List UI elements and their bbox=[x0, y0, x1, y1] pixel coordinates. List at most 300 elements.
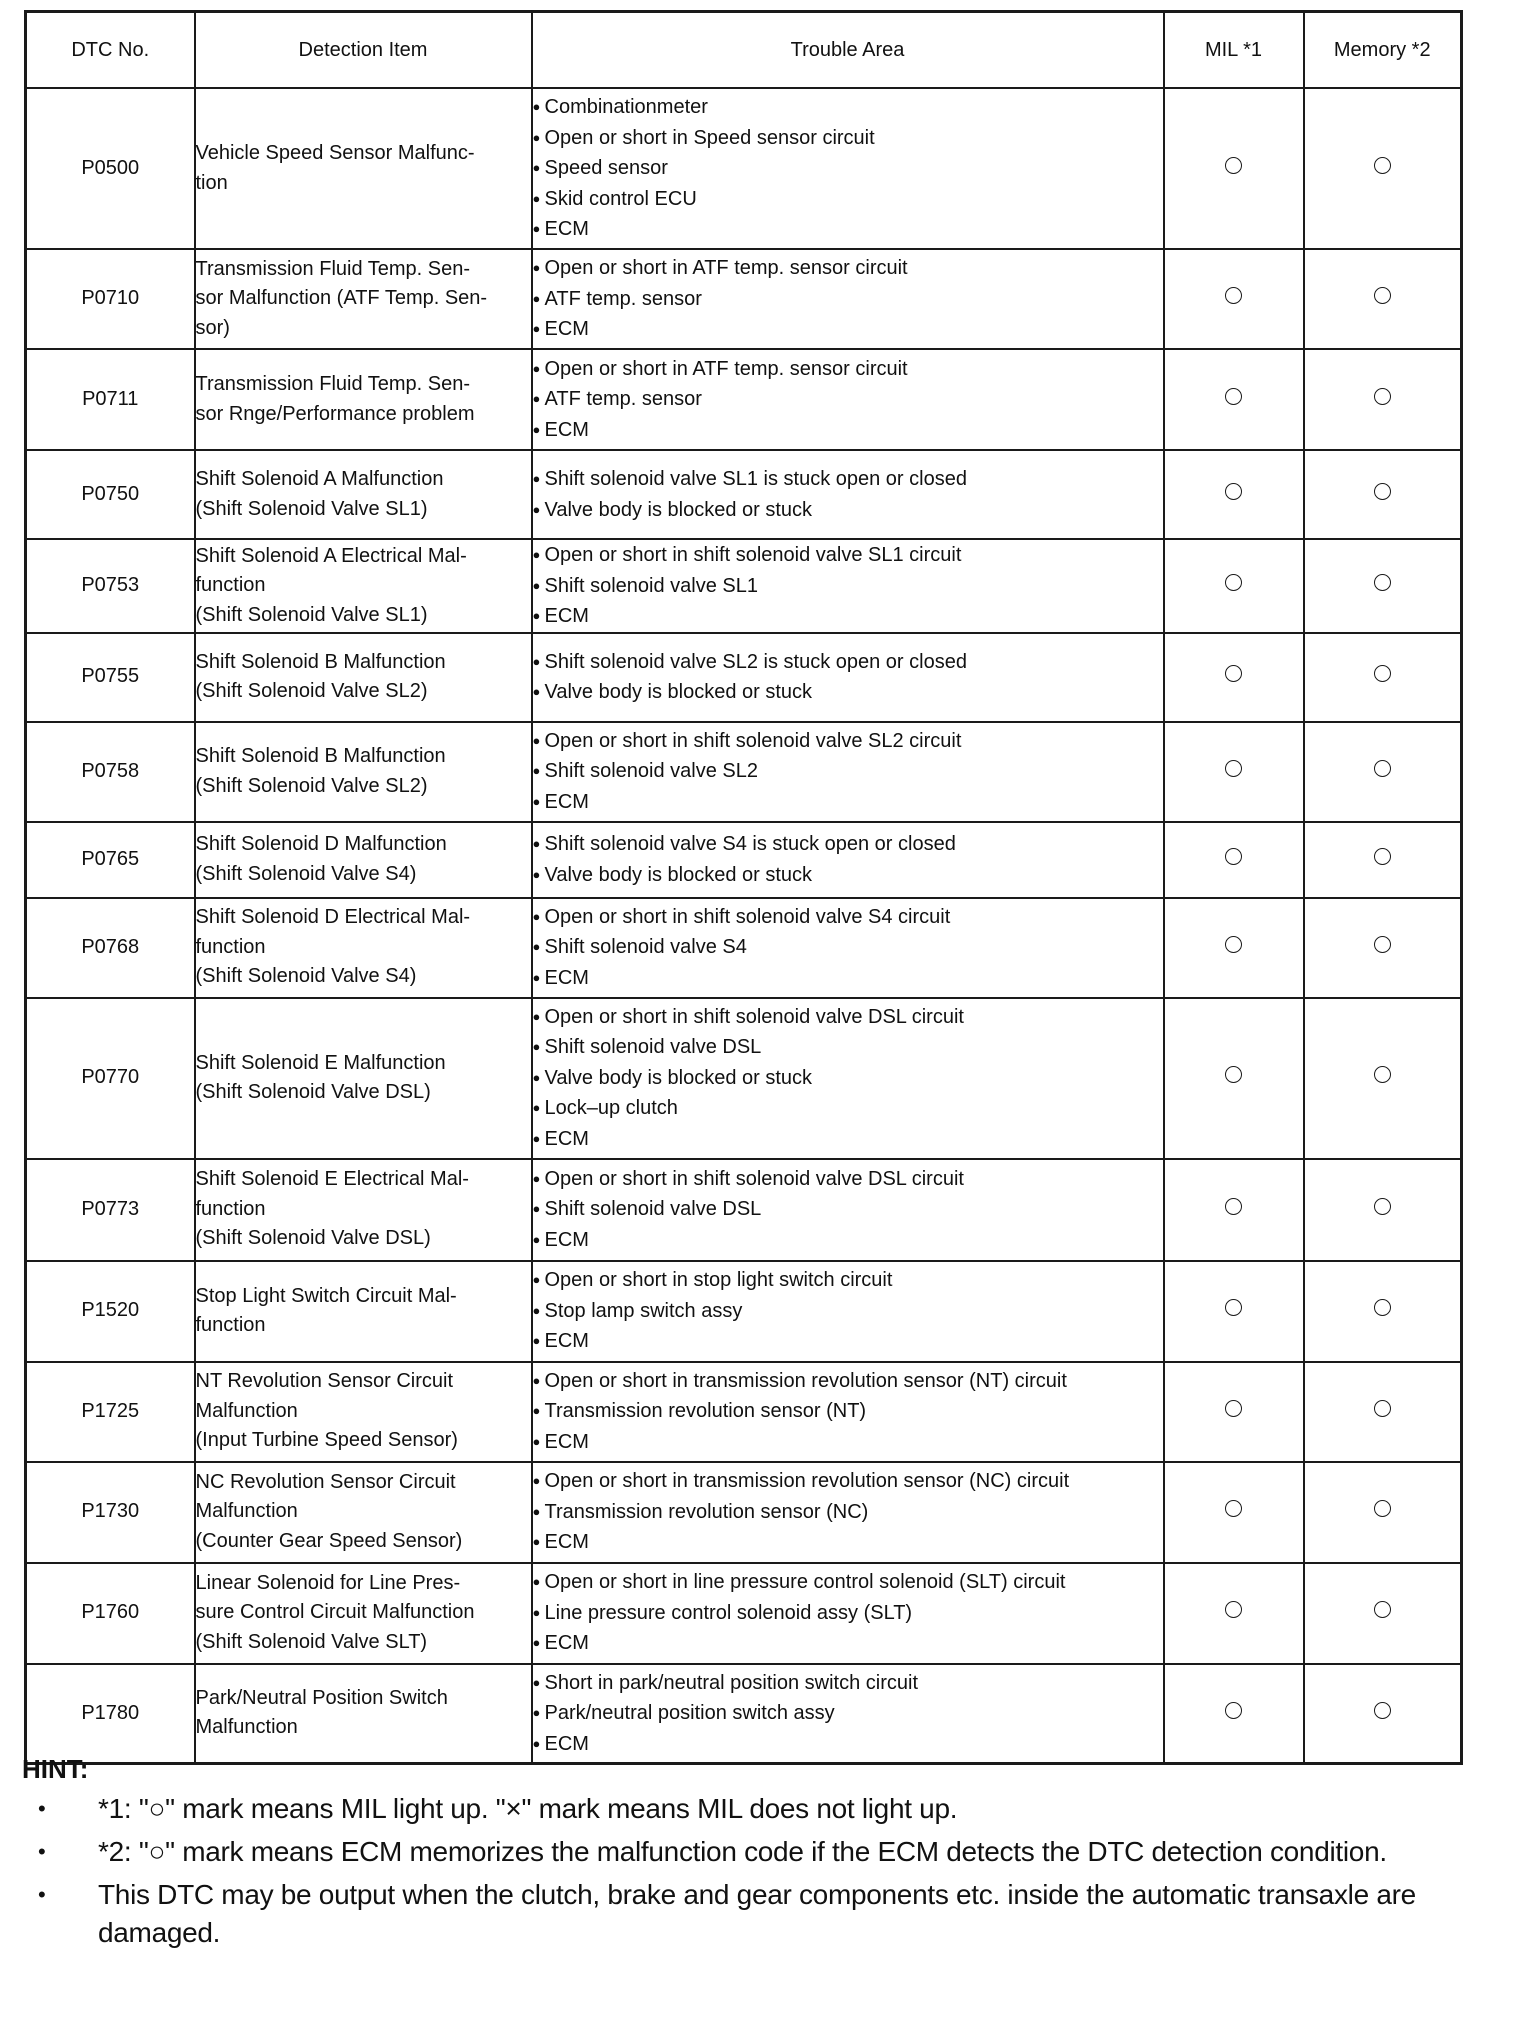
dtc-code: P0710 bbox=[26, 249, 195, 349]
circle-mark-icon bbox=[1374, 1702, 1391, 1719]
bullet-icon: ● bbox=[532, 1473, 541, 1489]
trouble-area bbox=[532, 822, 1164, 898]
trouble-area-text: Park/neutral position switch assy bbox=[544, 1702, 835, 1724]
dtc-code: P0770 bbox=[26, 998, 195, 1159]
trouble-area-text: ECM bbox=[544, 1127, 589, 1150]
detection-item-line: Malfunction bbox=[195, 1500, 298, 1523]
bullet-icon: ● bbox=[532, 1231, 541, 1247]
trouble-area-text: ECM bbox=[544, 1330, 589, 1353]
detection-item bbox=[195, 88, 532, 249]
trouble-area bbox=[532, 539, 1164, 633]
bullet-icon: • bbox=[38, 1839, 46, 1864]
table-header-row bbox=[26, 12, 1462, 89]
circle-mark-icon bbox=[1225, 157, 1242, 174]
trouble-area-item bbox=[533, 384, 1163, 415]
dtc-code: P0758 bbox=[26, 722, 195, 822]
bullet-icon: ● bbox=[532, 908, 541, 924]
detection-item bbox=[195, 633, 532, 722]
trouble-area-item bbox=[533, 647, 1163, 678]
trouble-area-item bbox=[533, 153, 1163, 184]
bullet-icon: ● bbox=[532, 1735, 541, 1751]
trouble-area-text: ECM bbox=[544, 218, 589, 241]
detection-item-line: Shift Solenoid D Malfunction bbox=[195, 833, 447, 855]
detection-item-line: Shift Solenoid A Malfunction bbox=[195, 468, 444, 490]
trouble-area-item bbox=[533, 902, 1163, 933]
mil-cell bbox=[1164, 88, 1304, 249]
bullet-icon: ● bbox=[532, 501, 541, 517]
trouble-area-text: Valve body is blocked or stuck bbox=[544, 863, 813, 886]
trouble-area-text: Open or short in transmission revolution sensor (NT) circuit bbox=[544, 1369, 1067, 1392]
bullet-icon: ● bbox=[532, 1333, 541, 1349]
detection-item bbox=[195, 722, 532, 822]
trouble-area-item bbox=[533, 1366, 1163, 1397]
trouble-area-text: Shift solenoid valve S4 bbox=[544, 936, 747, 959]
dtc-code: P0711 bbox=[26, 349, 195, 450]
table-row bbox=[26, 1664, 1462, 1764]
circle-mark-icon bbox=[1374, 1299, 1391, 1316]
trouble-area-list bbox=[533, 92, 1163, 245]
trouble-area-text: Skid control ECU bbox=[544, 187, 697, 210]
hint-note-text: *2: "○" mark means ECM memorizes the malfunction code if the ECM detects the DTC detection condition. bbox=[98, 1836, 1387, 1867]
trouble-area-text: Open or short in transmission revolution sensor (NC) circuit bbox=[544, 1470, 1070, 1493]
bullet-icon: ● bbox=[532, 1674, 541, 1690]
detection-item bbox=[195, 1664, 532, 1764]
trouble-area bbox=[532, 633, 1164, 722]
bullet-icon: ● bbox=[532, 1170, 541, 1186]
trouble-area-item bbox=[533, 354, 1163, 385]
trouble-area-item bbox=[533, 963, 1163, 994]
detection-item-line: (Shift Solenoid Valve SL1) bbox=[195, 497, 428, 520]
trouble-area-text: ECM bbox=[544, 1228, 589, 1251]
trouble-area-item bbox=[533, 1093, 1163, 1124]
memory-cell bbox=[1304, 88, 1462, 249]
trouble-area-list bbox=[533, 647, 1163, 708]
circle-mark-icon bbox=[1225, 483, 1242, 500]
detection-item bbox=[195, 1261, 532, 1362]
trouble-area bbox=[532, 1664, 1164, 1764]
circle-mark-icon bbox=[1225, 1702, 1242, 1719]
memory-cell bbox=[1304, 1261, 1462, 1362]
trouble-area-text: Valve body is blocked or stuck bbox=[544, 681, 813, 703]
mil-cell bbox=[1164, 822, 1304, 898]
trouble-area-text: Open or short in Speed sensor circuit bbox=[544, 126, 875, 149]
circle-mark-icon bbox=[1225, 1299, 1242, 1316]
trouble-area-list bbox=[533, 1002, 1163, 1155]
trouble-area bbox=[532, 1261, 1164, 1362]
detection-item-line: Shift Solenoid D Electrical Mal- bbox=[195, 906, 471, 929]
trouble-area-item bbox=[533, 495, 1163, 526]
circle-mark-icon bbox=[1225, 287, 1242, 304]
trouble-area-item bbox=[533, 1466, 1163, 1497]
detection-item-line: Shift Solenoid B Malfunction bbox=[195, 745, 446, 767]
trouble-area bbox=[532, 88, 1164, 249]
dtc-code: P0768 bbox=[26, 898, 195, 998]
bullet-icon: ● bbox=[532, 793, 541, 809]
trouble-area bbox=[532, 722, 1164, 822]
trouble-area-text: Shift solenoid valve SL2 is stuck open or closed bbox=[544, 650, 967, 673]
bullet-icon: ● bbox=[532, 608, 541, 623]
circle-mark-icon bbox=[1225, 665, 1242, 682]
circle-mark-icon bbox=[1225, 1198, 1242, 1215]
bullet-icon: ● bbox=[532, 732, 541, 748]
trouble-area-list bbox=[533, 1668, 1163, 1760]
detection-item-line: function bbox=[195, 935, 266, 958]
trouble-area-text: ATF temp. sensor bbox=[544, 287, 702, 310]
bullet-icon: ● bbox=[532, 471, 541, 486]
trouble-area-text: Shift solenoid valve DSL bbox=[544, 1198, 762, 1221]
trouble-area-item bbox=[533, 829, 1163, 860]
trouble-area-item bbox=[533, 932, 1163, 963]
trouble-area bbox=[532, 898, 1164, 998]
detection-item-line: sure Control Circuit Malfunction bbox=[195, 1601, 475, 1624]
dtc-code: P1520 bbox=[26, 1261, 195, 1362]
trouble-area-text: Open or short in shift solenoid valve SL2 circuit bbox=[544, 729, 962, 752]
trouble-area-item bbox=[533, 1164, 1163, 1195]
circle-mark-icon bbox=[1374, 157, 1391, 174]
hint-note bbox=[24, 1876, 1464, 1952]
header-dtc-no: DTC No. bbox=[26, 12, 195, 89]
detection-item bbox=[195, 898, 532, 998]
header-detection-item: Detection Item bbox=[195, 12, 532, 89]
bullet-icon: ● bbox=[532, 1503, 541, 1519]
mil-cell bbox=[1164, 998, 1304, 1159]
trouble-area-text: Stop lamp switch assy bbox=[544, 1299, 743, 1322]
detection-item-line: Linear Solenoid for Line Pres- bbox=[195, 1571, 461, 1594]
detection-item-line: Shift Solenoid A Electrical Mal- bbox=[195, 544, 467, 567]
detection-item bbox=[195, 249, 532, 349]
bullet-icon: ● bbox=[532, 939, 541, 955]
trouble-area-text: ECM bbox=[544, 966, 589, 989]
trouble-area-list bbox=[533, 829, 1163, 890]
trouble-area-text: ATF temp. sensor bbox=[544, 388, 702, 411]
trouble-area-list bbox=[533, 1265, 1163, 1357]
detection-item-line: Malfunction bbox=[195, 1716, 298, 1739]
dtc-code: P1730 bbox=[26, 1462, 195, 1563]
circle-mark-icon bbox=[1374, 483, 1391, 500]
trouble-area-text: Open or short in stop light switch circuit bbox=[544, 1269, 893, 1292]
bullet-icon: ● bbox=[532, 763, 541, 779]
detection-item bbox=[195, 998, 532, 1159]
bullet-icon: ● bbox=[532, 1433, 541, 1449]
detection-item-line: sor) bbox=[195, 316, 230, 339]
bullet-icon: ● bbox=[532, 1635, 541, 1651]
detection-item-line: NC Revolution Sensor Circuit bbox=[195, 1470, 456, 1493]
detection-item-line: Transmission Fluid Temp. Sen- bbox=[195, 373, 471, 395]
detection-item-line: (Shift Solenoid Valve DSL) bbox=[195, 1081, 431, 1103]
detection-item-line: function bbox=[195, 574, 266, 596]
dtc-code: P0755 bbox=[26, 633, 195, 722]
circle-mark-icon bbox=[1374, 1400, 1391, 1417]
detection-item-line: Vehicle Speed Sensor Malfunc- bbox=[195, 142, 475, 164]
trouble-area-text: Open or short in line pressure control solenoid (SLT) circuit bbox=[544, 1571, 1066, 1594]
mil-cell bbox=[1164, 1462, 1304, 1563]
bullet-icon: ● bbox=[532, 1705, 541, 1720]
detection-item-line: NT Revolution Sensor Circuit bbox=[195, 1370, 454, 1393]
bullet-icon: ● bbox=[532, 1272, 541, 1288]
bullet-icon: ● bbox=[532, 866, 541, 882]
bullet-icon: ● bbox=[532, 1201, 541, 1217]
mil-cell bbox=[1164, 633, 1304, 722]
trouble-area-text: Line pressure control solenoid assy (SLT) bbox=[544, 1601, 913, 1624]
trouble-area-item bbox=[533, 1628, 1163, 1659]
trouble-area-text: Valve body is blocked or stuck bbox=[544, 1066, 813, 1089]
trouble-area-item bbox=[533, 253, 1163, 284]
table-row bbox=[26, 1563, 1462, 1664]
hint-note-text: *1: "○" mark means MIL light up. "×" mark means MIL does not light up. bbox=[98, 1793, 958, 1824]
hint-label: HINT: bbox=[22, 1754, 89, 1784]
detection-item-line: Shift Solenoid E Electrical Mal- bbox=[195, 1168, 469, 1191]
table-row bbox=[26, 1261, 1462, 1362]
bullet-icon: ● bbox=[532, 99, 541, 115]
detection-item-line: (Input Turbine Speed Sensor) bbox=[195, 1429, 458, 1452]
trouble-area-item bbox=[533, 1497, 1163, 1528]
trouble-area-item bbox=[533, 1396, 1163, 1427]
mil-cell bbox=[1164, 249, 1304, 349]
circle-mark-icon bbox=[1374, 1198, 1391, 1215]
memory-cell bbox=[1304, 1563, 1462, 1664]
trouble-area bbox=[532, 1362, 1164, 1462]
hint-section bbox=[24, 1752, 1464, 1957]
circle-mark-icon bbox=[1225, 760, 1242, 777]
circle-mark-icon bbox=[1374, 848, 1391, 865]
bullet-icon: ● bbox=[532, 1574, 541, 1590]
trouble-area-text: ECM bbox=[544, 318, 589, 341]
trouble-area-text: Open or short in shift solenoid valve DSL circuit bbox=[544, 1167, 964, 1190]
circle-mark-icon bbox=[1374, 388, 1391, 405]
trouble-area-list bbox=[533, 1366, 1163, 1458]
trouble-area bbox=[532, 1159, 1164, 1261]
mil-cell bbox=[1164, 1664, 1304, 1764]
table-row bbox=[26, 450, 1462, 539]
trouble-area-text: ECM bbox=[544, 1531, 589, 1554]
circle-mark-icon bbox=[1374, 1601, 1391, 1618]
trouble-area-item bbox=[533, 571, 1163, 602]
trouble-area-list bbox=[533, 253, 1163, 345]
bullet-icon: ● bbox=[532, 190, 541, 206]
mil-cell bbox=[1164, 722, 1304, 822]
bullet-icon: ● bbox=[532, 1302, 541, 1318]
detection-item bbox=[195, 450, 532, 539]
circle-mark-icon bbox=[1225, 574, 1242, 591]
memory-cell bbox=[1304, 722, 1462, 822]
trouble-area-text: Speed sensor bbox=[544, 157, 668, 180]
mil-cell bbox=[1164, 1261, 1304, 1362]
detection-item-line: Shift Solenoid E Malfunction bbox=[195, 1051, 446, 1074]
trouble-area-item bbox=[533, 1527, 1163, 1558]
trouble-area-item bbox=[533, 1032, 1163, 1063]
detection-item-line: (Shift Solenoid Valve SL2) bbox=[195, 774, 428, 797]
memory-cell bbox=[1304, 450, 1462, 539]
bullet-icon: ● bbox=[532, 1100, 541, 1116]
memory-cell bbox=[1304, 633, 1462, 722]
trouble-area-item bbox=[533, 415, 1163, 446]
bullet-icon: ● bbox=[532, 1372, 541, 1388]
circle-mark-icon bbox=[1225, 848, 1242, 865]
trouble-area-text: ECM bbox=[544, 1632, 589, 1655]
circle-mark-icon bbox=[1374, 287, 1391, 304]
circle-mark-icon bbox=[1374, 936, 1391, 953]
trouble-area bbox=[532, 450, 1164, 539]
trouble-area-item bbox=[533, 184, 1163, 215]
mil-cell bbox=[1164, 539, 1304, 633]
detection-item bbox=[195, 1362, 532, 1462]
table-row bbox=[26, 88, 1462, 249]
trouble-area-item bbox=[533, 1296, 1163, 1327]
bullet-icon: ● bbox=[532, 321, 541, 337]
trouble-area-text: Transmission revolution sensor (NT) bbox=[544, 1400, 867, 1423]
memory-cell bbox=[1304, 822, 1462, 898]
bullet-icon: ● bbox=[532, 1604, 541, 1620]
memory-cell bbox=[1304, 898, 1462, 998]
detection-item bbox=[195, 539, 532, 633]
dtc-code: P1780 bbox=[26, 1664, 195, 1764]
detection-item-line: sor Malfunction (ATF Temp. Sen- bbox=[195, 287, 488, 310]
detection-item-line: Park/Neutral Position Switch bbox=[195, 1686, 448, 1709]
hint-notes bbox=[24, 1790, 1464, 1952]
trouble-area-text: ECM bbox=[544, 790, 589, 813]
detection-item bbox=[195, 1159, 532, 1261]
trouble-area-list bbox=[533, 1164, 1163, 1256]
detection-item-line: (Counter Gear Speed Sensor) bbox=[195, 1529, 463, 1552]
bullet-icon: ● bbox=[532, 577, 541, 593]
bullet-icon: ● bbox=[532, 391, 541, 407]
trouble-area-list bbox=[533, 354, 1163, 446]
dtc-code: P0773 bbox=[26, 1159, 195, 1261]
memory-cell bbox=[1304, 349, 1462, 450]
table-row bbox=[26, 998, 1462, 1159]
trouble-area-item bbox=[533, 677, 1163, 708]
bullet-icon: ● bbox=[532, 1069, 541, 1085]
trouble-area bbox=[532, 249, 1164, 349]
hint-note bbox=[24, 1790, 1464, 1828]
trouble-area-item bbox=[533, 1002, 1163, 1033]
memory-cell bbox=[1304, 249, 1462, 349]
trouble-area-text: Shift solenoid valve SL2 bbox=[544, 760, 758, 783]
table-row bbox=[26, 722, 1462, 822]
trouble-area-text: Shift solenoid valve DSL bbox=[544, 1036, 762, 1059]
detection-item-line: function bbox=[195, 1314, 266, 1336]
circle-mark-icon bbox=[1374, 1500, 1391, 1517]
bullet-icon: ● bbox=[532, 1039, 541, 1055]
dtc-code: P1760 bbox=[26, 1563, 195, 1664]
memory-cell bbox=[1304, 1362, 1462, 1462]
trouble-area-item bbox=[533, 464, 1163, 495]
dtc-code: P0750 bbox=[26, 450, 195, 539]
trouble-area-item bbox=[533, 540, 1163, 571]
table-row bbox=[26, 822, 1462, 898]
trouble-area-item bbox=[533, 1668, 1163, 1699]
trouble-area-list bbox=[533, 1567, 1163, 1659]
bullet-icon: ● bbox=[532, 1403, 541, 1419]
trouble-area-list bbox=[533, 726, 1163, 818]
detection-item-line: (Shift Solenoid Valve S4) bbox=[195, 965, 417, 988]
trouble-area-text: Combinationmeter bbox=[544, 96, 708, 119]
bullet-icon: • bbox=[38, 1882, 46, 1907]
circle-mark-icon bbox=[1374, 1066, 1391, 1083]
trouble-area-item bbox=[533, 1225, 1163, 1256]
trouble-area-item bbox=[533, 1326, 1163, 1357]
table-body bbox=[26, 88, 1462, 1764]
trouble-area-text: Shift solenoid valve S4 is stuck open or closed bbox=[544, 833, 956, 855]
mil-cell bbox=[1164, 898, 1304, 998]
trouble-area-item bbox=[533, 756, 1163, 787]
circle-mark-icon bbox=[1225, 1601, 1242, 1618]
table-row bbox=[26, 898, 1462, 998]
table-row bbox=[26, 633, 1462, 722]
trouble-area bbox=[532, 349, 1164, 450]
table-row bbox=[26, 349, 1462, 450]
trouble-area-list bbox=[533, 902, 1163, 994]
memory-cell bbox=[1304, 1159, 1462, 1261]
detection-item-line: (Shift Solenoid Valve SL1) bbox=[195, 603, 428, 626]
trouble-area-text: Transmission revolution sensor (NC) bbox=[544, 1500, 869, 1523]
trouble-area-text: Valve body is blocked or stuck bbox=[544, 498, 813, 521]
mil-cell bbox=[1164, 450, 1304, 539]
trouble-area-item bbox=[533, 726, 1163, 757]
trouble-area-text: Shift solenoid valve SL1 is stuck open or closed bbox=[544, 468, 967, 490]
detection-item-line: Shift Solenoid B Malfunction bbox=[195, 650, 446, 673]
detection-item-line: Malfunction bbox=[195, 1399, 298, 1422]
trouble-area-text: Open or short in ATF temp. sensor circuit bbox=[544, 257, 908, 280]
trouble-area-item bbox=[533, 1194, 1163, 1225]
circle-mark-icon bbox=[1225, 388, 1242, 405]
trouble-area-text: Short in park/neutral position switch circuit bbox=[544, 1671, 918, 1694]
dtc-code: P0500 bbox=[26, 88, 195, 249]
hint-note bbox=[24, 1833, 1464, 1871]
bullet-icon: ● bbox=[532, 290, 541, 306]
bullet-icon: ● bbox=[532, 360, 541, 376]
trouble-area bbox=[532, 1462, 1164, 1563]
trouble-area-list bbox=[533, 540, 1163, 632]
header-trouble-area: Trouble Area bbox=[532, 12, 1164, 89]
detection-item-line: Transmission Fluid Temp. Sen- bbox=[195, 257, 471, 280]
bullet-icon: ● bbox=[532, 547, 541, 562]
mil-cell bbox=[1164, 1563, 1304, 1664]
trouble-area-item bbox=[533, 284, 1163, 315]
circle-mark-icon bbox=[1225, 1066, 1242, 1083]
detection-item-line: sor Rnge/Performance problem bbox=[195, 402, 475, 425]
mil-cell bbox=[1164, 349, 1304, 450]
detection-item-line: (Shift Solenoid Valve SL2) bbox=[195, 680, 428, 702]
trouble-area-item bbox=[533, 1265, 1163, 1296]
trouble-area-item bbox=[533, 314, 1163, 345]
trouble-area-item bbox=[533, 787, 1163, 818]
trouble-area-text: Shift solenoid valve SL1 bbox=[544, 574, 758, 597]
bullet-icon: ● bbox=[532, 969, 541, 985]
trouble-area-text: ECM bbox=[544, 605, 589, 627]
circle-mark-icon bbox=[1374, 665, 1391, 682]
detection-item bbox=[195, 822, 532, 898]
trouble-area-item bbox=[533, 1063, 1163, 1094]
trouble-area-text: Open or short in shift solenoid valve S4 circuit bbox=[544, 905, 951, 928]
detection-item bbox=[195, 1462, 532, 1563]
table-row bbox=[26, 249, 1462, 349]
bullet-icon: ● bbox=[532, 684, 541, 699]
trouble-area-item bbox=[533, 860, 1163, 891]
memory-cell bbox=[1304, 1664, 1462, 1764]
detection-item-line: tion bbox=[195, 171, 228, 194]
trouble-area-item bbox=[533, 1124, 1163, 1155]
table-row bbox=[26, 1362, 1462, 1462]
bullet-icon: ● bbox=[532, 836, 541, 851]
detection-item-line: (Shift Solenoid Valve S4) bbox=[195, 862, 417, 885]
trouble-area-text: Lock–up clutch bbox=[544, 1097, 678, 1120]
dtc-table bbox=[24, 10, 1463, 1765]
detection-item-line: (Shift Solenoid Valve SLT) bbox=[195, 1630, 428, 1653]
bullet-icon: ● bbox=[532, 1008, 541, 1024]
bullet-icon: ● bbox=[532, 260, 541, 276]
trouble-area-text: Open or short in shift solenoid valve SL1 circuit bbox=[544, 544, 962, 566]
